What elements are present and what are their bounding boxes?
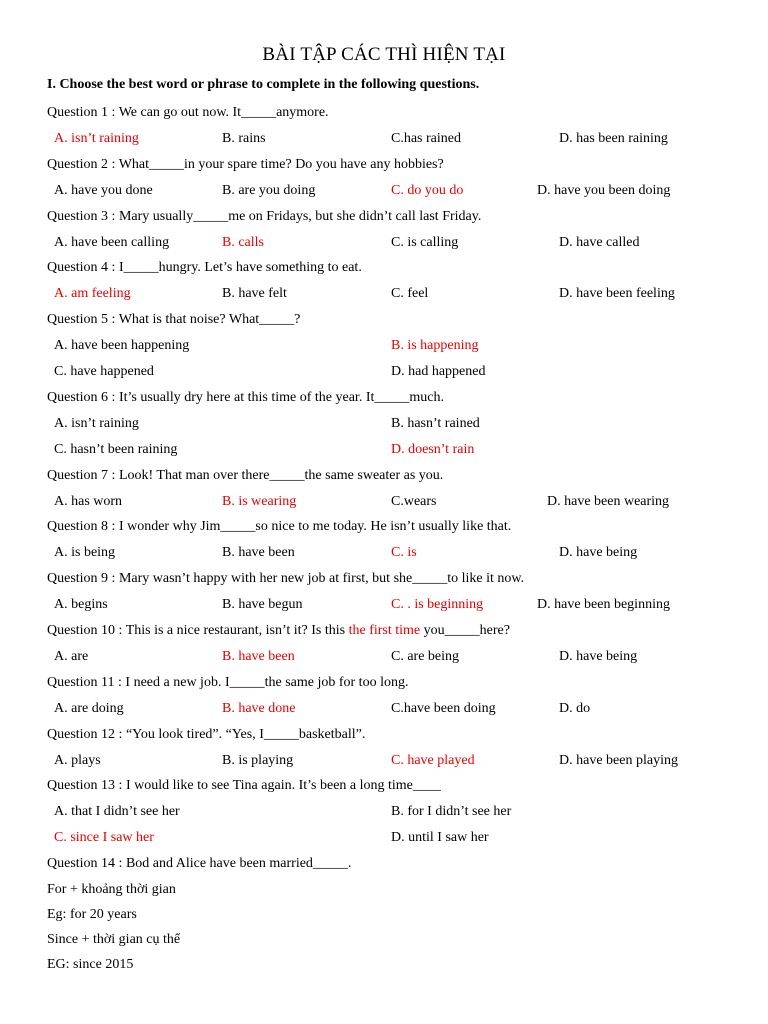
question-3-text: [47, 208, 481, 226]
question-7-option-correct: B. is wearing: [222, 493, 297, 509]
question-text-segment: Question 3 : Mary usually_____me on Fridays, but she didn’t call last Friday.: [47, 208, 482, 224]
question-9-text: [47, 570, 524, 588]
question-text-segment: Question 12 : “You look tired”. “Yes, I_____basketball”.: [47, 726, 366, 742]
question-8-option: D. have being: [559, 545, 638, 561]
question-12-text: [47, 726, 365, 744]
question-text-segment: Question 6 : It’s usually dry here at this time of the year. It_____much.: [47, 389, 444, 405]
question-5-option-correct: B. is happening: [391, 338, 479, 354]
grammar-note: Since + thời gian cụ thể: [47, 932, 181, 948]
question-4-option: B. have felt: [222, 286, 287, 302]
question-8-option-correct: C. is: [391, 545, 417, 561]
question-1-option: C.has rained: [391, 130, 461, 146]
question-10-option: D. have being: [559, 648, 638, 664]
question-9-option: B. have begun: [222, 597, 303, 613]
question-5-option: C. have happened: [54, 364, 154, 379]
question-1-option: D. has been raining: [559, 130, 668, 146]
question-4-option-correct: A. am feeling: [54, 286, 131, 302]
question-8-text: [47, 518, 511, 536]
question-4-option: D. have been feeling: [559, 286, 675, 302]
question-6-option: B. hasn’t rained: [391, 415, 480, 431]
question-text-segment: Question 4 : I_____hungry. Let’s have something to eat.: [47, 260, 362, 276]
question-2-option: A. have you done: [54, 182, 153, 198]
question-10-option: A. are: [54, 648, 89, 664]
question-6-option: C. hasn’t been raining: [54, 441, 178, 457]
question-5-text: [47, 311, 300, 329]
question-14-text: [47, 855, 351, 873]
question-3-option: A. have been calling: [54, 234, 170, 250]
section-heading: I. Choose the best word or phrase to complete in the following questions.: [47, 77, 480, 92]
question-12-option-correct: C. have played: [391, 752, 475, 768]
question-8-option: B. have been: [222, 545, 295, 561]
question-1-option: B. rains: [222, 130, 266, 146]
question-13-option: B. for I didn’t see her: [391, 804, 512, 820]
question-10-option: C. are being: [391, 648, 460, 664]
grammar-note: For + khoảng thời gian: [47, 882, 176, 897]
question-11-option: A. are doing: [54, 700, 124, 716]
page-title: BÀI TẬP CÁC THÌ HIỆN TẠI: [262, 44, 506, 65]
question-text-segment: Question 14 : Bod and Alice have been married_____.: [47, 856, 352, 872]
question-8-option: A. is being: [54, 545, 116, 561]
question-9-option: A. begins: [54, 597, 108, 613]
question-1-option-correct: A. isn’t raining: [54, 130, 139, 146]
question-text-segment: Question 13 : I would like to see Tina again. It’s been a long time____: [47, 778, 441, 794]
question-9-option-correct: C. . is beginning: [391, 597, 484, 613]
question-7-option: A. has worn: [54, 493, 123, 509]
question-4-text: [47, 259, 362, 277]
question-13-text: [47, 777, 441, 795]
question-11-text: [47, 674, 408, 692]
question-text-segment: you_____here?: [420, 623, 510, 638]
question-2-text: [47, 156, 444, 174]
question-text-segment: Question 9 : Mary wasn’t happy with her new job at first, but she_____to like it now.: [47, 571, 525, 587]
question-3-option: D. have called: [559, 234, 640, 250]
question-6-text: [47, 389, 444, 407]
question-5-option: A. have been happening: [54, 338, 190, 354]
question-text-segment: Question 11 : I need a new job. I_____the same job for too long.: [47, 674, 409, 690]
question-12-option: A. plays: [54, 752, 101, 768]
question-6-option-correct: D. doesn’t rain: [391, 441, 475, 457]
question-3-option: C. is calling: [391, 234, 459, 250]
question-11-option: C.have been doing: [391, 700, 496, 716]
question-7-option: D. have been wearing: [547, 493, 670, 509]
question-7-text: [47, 467, 443, 485]
question-text-segment: the first time: [348, 623, 421, 638]
question-2-option: B. are you doing: [222, 182, 316, 198]
question-11-option: D. do: [559, 700, 591, 716]
question-13-option: D. until I saw her: [391, 830, 489, 846]
question-12-option: B. is playing: [222, 752, 294, 768]
grammar-note: EG: since 2015: [47, 957, 134, 973]
question-3-option-correct: B. calls: [222, 234, 264, 250]
question-11-option-correct: B. have done: [222, 700, 296, 716]
question-text-segment: Question 8 : I wonder why Jim_____so nice to me today. He isn’t usually like that.: [47, 519, 512, 535]
question-4-option: C. feel: [391, 286, 429, 302]
question-2-option: D. have you been doing: [537, 182, 671, 198]
question-2-option-correct: C. do you do: [391, 182, 464, 198]
question-5-option: D. had happened: [391, 364, 486, 379]
grammar-note: Eg: for 20 years: [47, 907, 137, 923]
question-10-option-correct: B. have been: [222, 648, 295, 664]
question-9-option: D. have been beginning: [537, 597, 670, 613]
question-text-segment: Question 2 : What_____in your spare time? Do you have any hobbies?: [47, 156, 444, 172]
question-12-option: D. have been playing: [559, 752, 678, 768]
question-text-segment: Question 5 : What is that noise? What_____?: [47, 312, 301, 328]
question-7-option: C.wears: [391, 493, 437, 509]
question-text-segment: Question 1 : We can go out now. It_____anymore.: [47, 105, 329, 120]
question-10-text: [47, 622, 510, 640]
question-text-segment: Question 10 : This is a nice restaurant, isn’t it? Is this: [47, 623, 349, 638]
question-1-text: [47, 104, 329, 122]
question-6-option: A. isn’t raining: [54, 415, 139, 431]
question-13-option: A. that I didn’t see her: [54, 804, 180, 820]
question-13-option-correct: C. since I saw her: [54, 830, 154, 846]
question-text-segment: Question 7 : Look! That man over there_____the same sweater as you.: [47, 467, 444, 483]
